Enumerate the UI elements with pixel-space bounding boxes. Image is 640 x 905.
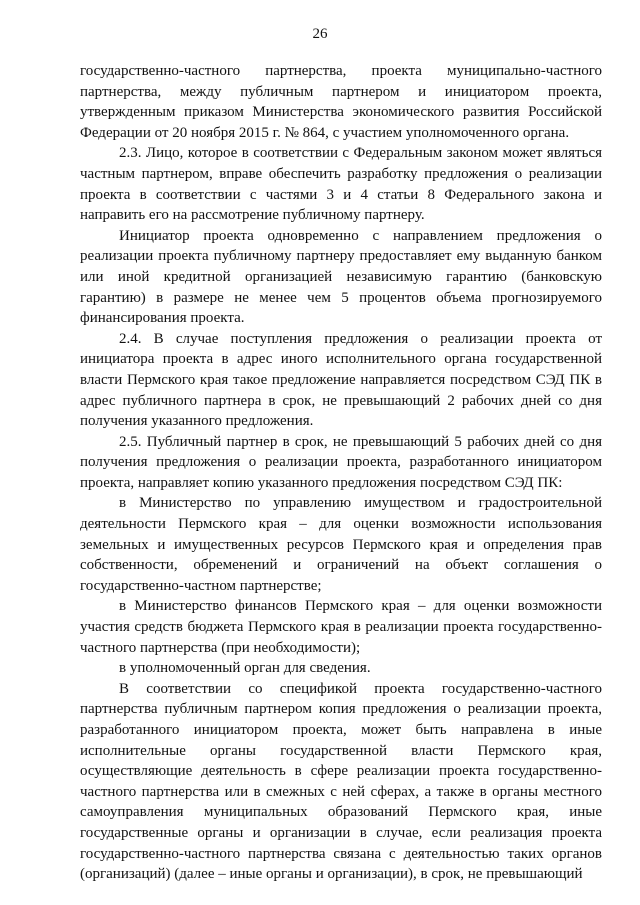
page-number: 26 xyxy=(312,26,328,42)
paragraph-2-5: 2.5. Публичный партнер в срок, не превышающий 5 рабочих дней со дня получения предложения о реализации проекта, разработанного инициатором проекта, направляет копию указанного предложения посредством СЭД ПК: xyxy=(80,433,602,491)
paragraph-2-4: 2.4. В случае поступления предложения о реализации проекта от инициатора проекта в адрес иного исполнительного органа государственной власти Пермского края такое предложение направляется посредством СЭД ПК в адрес публичного партнера в срок, не превышающий 2 рабочих дней со дня получения указанного предложения. xyxy=(80,330,602,430)
paragraph-ministry-finance: в Министерство финансов Пермского края – для оценки возможности участия средств бюджета Пермского края в реализации проекта государственно-частного партнерства (при необходимости); xyxy=(80,598,602,656)
document-body xyxy=(80,61,602,885)
paragraph-2-3: 2.3. Лицо, которое в соответствии с Федеральным законом может являться частным партнером, вправе обеспечить разработку предложения о реализации проекта в соответствии с частями 3 и 4 статьи 8 Федерального закона и направить его на рассмотрение публичному партнеру. xyxy=(80,145,602,224)
paragraph-guarantee: Инициатор проекта одновременно с направлением предложения о реализации проекта публичному партнеру предоставляет ему выданную банком или иной кредитной организацией независимую гарантию (банковскую гарантию) в размере не менее чем 5 процентов объема прогнозируемого финансирования проекта. xyxy=(80,227,602,327)
paragraph-continuation: государственно-частного партнерства, проекта муниципально-частного партнерства, между публичным партнером и инициатором проекта, утвержденным приказом Министерства экономического развития Российской Федерации от 20 ноября 2015 г. № 864, с участием уполномоченного органа. xyxy=(80,63,602,141)
paragraph-ministry-property: в Министерство по управлению имуществом и градостроительной деятельности Пермского края – для оценки возможности использования земельных и имущественных ресурсов Пермского края и определения прав собственности, обременений и ограничений на объект соглашения о государственно-частном партнерстве; xyxy=(80,495,602,594)
paragraph-authorized-body: в уполномоченный орган для сведения. xyxy=(119,660,371,677)
paragraph-other-bodies: В соответствии со спецификой проекта государственно-частного партнерства публичным партнером копия предложения о реализации проекта, разработанного инициатором проекта, может быть направлена в иные исполнительные органы государственной власти Пермского края, осуществляющие деятельность в сфере реализации проекта государственно-частного партнерства или в смежных с ней сферах, а также в органы местного самоуправления муниципальных образований Пермского края, иные государственные органы и организации в случае, если реализация проекта государственно-частного партнерства связана с деятельностью таких органов (организаций) (далее – иные органы и организации), в срок, не превышающий xyxy=(80,680,602,883)
